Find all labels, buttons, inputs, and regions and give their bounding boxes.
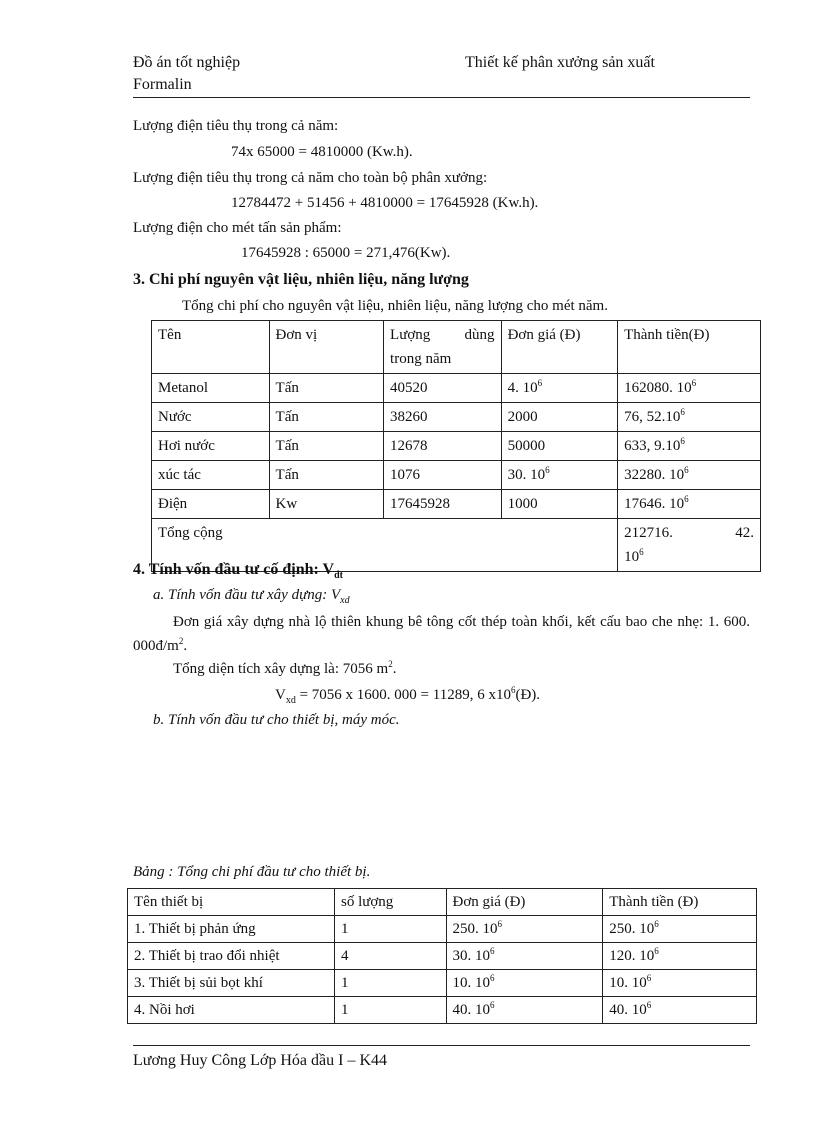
total-value-part-b: 42.: [735, 525, 754, 541]
header-title-line1: Đồ án tốt nghiệp: [133, 54, 241, 71]
cell-unit: Tấn: [269, 374, 384, 403]
a-paragraph-sup: 2: [178, 636, 184, 646]
price-base: 30. 10: [452, 948, 491, 964]
total-exponent: 6: [654, 919, 659, 929]
total-exponent: 6: [646, 973, 652, 983]
total-base: 17646. 10: [624, 496, 685, 512]
cell-name: Metanol: [152, 374, 270, 403]
total-value-part-c: 10: [624, 549, 640, 565]
total-base: 162080. 10: [624, 380, 692, 396]
cell-unit: Tấn: [269, 432, 384, 461]
cell-total: [603, 943, 757, 970]
total-base: 40. 10: [609, 1002, 647, 1018]
total-base: 10. 10: [609, 975, 647, 991]
total-exponent: 6: [680, 436, 685, 446]
table-row: [152, 374, 761, 403]
cell-price: [501, 490, 618, 519]
cell-price: [446, 943, 603, 970]
eq-main: = 7056 x 1600. 000 = 11289, 6 x10: [295, 687, 511, 703]
price-base: 1000: [507, 496, 538, 512]
table-header-cell: Đơn giá (Đ): [446, 889, 603, 916]
cell-name: Điện: [152, 490, 270, 519]
equation: 74x 65000 = 4810000 (Kw.h).: [231, 144, 413, 160]
paragraph: Lượng điện tiêu thụ trong cả năm cho toàn bộ phân xưởng:: [133, 170, 488, 186]
a-paragraph-text: Đơn giá xây dựng nhà lộ thiên khung bê tông cốt thép toàn khối, kết cấu bao che nhẹ: 1. 600. 000đ/m: [133, 614, 750, 654]
materials-cost-table: [151, 320, 761, 572]
table-header-row: [128, 889, 757, 916]
price-exponent: 6: [490, 946, 495, 956]
cell-name: 4. Nồi hơi: [128, 997, 335, 1024]
eq-v-sub: xd: [285, 695, 296, 706]
cell-price: [501, 374, 618, 403]
table-2-caption: Bảng : Tổng chi phí đầu tư cho thiết bị.: [133, 864, 371, 880]
cell-total: [618, 374, 761, 403]
equation: 17645928 : 65000 = 271,476(Kw).: [241, 245, 451, 261]
price-base: 30. 10: [507, 467, 546, 483]
table-row: [128, 997, 757, 1024]
eq-v: V: [275, 687, 286, 703]
price-base: 50000: [507, 438, 546, 454]
price-exponent: 6: [545, 465, 550, 475]
header-divider: [133, 97, 750, 98]
cell-qty: 12678: [384, 432, 502, 461]
price-exponent: 6: [537, 378, 543, 388]
cell-price: [446, 997, 603, 1024]
cell-total: [618, 403, 761, 432]
table-header-row: [152, 321, 761, 374]
price-base: 4. 10: [507, 380, 538, 396]
table-header-cell: Tên: [152, 321, 270, 374]
price-base: 40. 10: [452, 1002, 491, 1018]
total-label: Tổng cộng: [152, 519, 618, 572]
subsection-b-title: b. Tính vốn đầu tư cho thiết bị, máy móc.: [153, 712, 400, 728]
cell-price: [501, 432, 618, 461]
a-paragraph-end: .: [183, 638, 188, 654]
area-text: Tổng diện tích xây dựng là: 7056 m: [173, 661, 389, 677]
area-end: .: [392, 661, 397, 677]
subsection-a-area: [173, 661, 396, 678]
footer-divider: [133, 1045, 750, 1046]
cell-unit: Kw: [269, 490, 384, 519]
price-base: 2000: [507, 409, 538, 425]
subsection-a-paragraph: [133, 610, 750, 658]
table-row: [128, 943, 757, 970]
total-exponent: 6: [684, 494, 689, 504]
price-exponent: 6: [497, 919, 503, 929]
cell-qty: 1: [334, 997, 446, 1024]
table-header-cell: Thành tiền(Đ): [618, 321, 761, 374]
cell-name: Nước: [152, 403, 270, 432]
header-title-line2: Formalin: [133, 76, 192, 93]
subsection-a-title: [153, 587, 350, 604]
total-base: 32280. 10: [624, 467, 685, 483]
total-exponent: 6: [654, 946, 659, 956]
price-exponent: 6: [490, 973, 495, 983]
section-4-title-text: 4. Tính vốn đầu tư cố định: V: [133, 561, 335, 578]
footer-text: Lương Huy Công Lớp Hóa dầu I – K44: [133, 1052, 388, 1069]
cell-name: 2. Thiết bị trao đổi nhiệt: [128, 943, 335, 970]
cell-name: 1. Thiết bị phản ứng: [128, 916, 335, 943]
cell-total: [618, 461, 761, 490]
equation: 12784472 + 51456 + 4810000 = 17645928 (Kw.h).: [231, 195, 539, 211]
table-row: [152, 432, 761, 461]
total-exponent: 6: [680, 407, 685, 417]
cell-name: Hơi nước: [152, 432, 270, 461]
subsection-a-text: a. Tính vốn đầu tư xây dựng: V: [153, 587, 341, 603]
header-title-right: Thiết kế phân xưởng sản xuất: [465, 54, 655, 71]
cell-total: [603, 970, 757, 997]
total-base: 250. 10: [609, 921, 655, 937]
table-row: [152, 490, 761, 519]
cell-total: [618, 432, 761, 461]
total-value-exponent: 6: [639, 547, 644, 557]
eq-sup: 6: [510, 685, 516, 695]
table-header-cell: Đơn vị: [269, 321, 384, 374]
price-base: 10. 10: [452, 975, 491, 991]
equipment-cost-table: [127, 888, 757, 1024]
table-row: [152, 461, 761, 490]
total-base: 76, 52.10: [624, 409, 681, 425]
cell-price: [446, 970, 603, 997]
cell-total: [603, 997, 757, 1024]
table-header-cell: Lượng dùng trong năm: [384, 321, 502, 374]
table-row: [128, 970, 757, 997]
cell-name: xúc tác: [152, 461, 270, 490]
total-value: [618, 519, 761, 572]
cell-qty: 40520: [384, 374, 502, 403]
cell-price: [501, 461, 618, 490]
cell-name: 3. Thiết bị sủi bọt khí: [128, 970, 335, 997]
cell-qty: 17645928: [384, 490, 502, 519]
cell-price: [501, 403, 618, 432]
eq-end: (Đ).: [515, 687, 541, 703]
table-header-cell: Tên thiết bị: [128, 889, 335, 916]
area-sup: 2: [388, 659, 393, 669]
section-4-title: [133, 561, 343, 582]
header-left-subtitle: [133, 76, 192, 94]
total-exponent: 6: [684, 465, 689, 475]
total-exponent: 6: [646, 1000, 652, 1010]
total-base: 120. 10: [609, 948, 655, 964]
total-value-part-a: 212716.: [624, 525, 673, 541]
cell-unit: Tấn: [269, 461, 384, 490]
section-3-title: 3. Chi phí nguyên vật liệu, nhiên liệu, năng lượng: [133, 271, 469, 288]
cell-total: [618, 490, 761, 519]
table-header-cell: Đơn giá (Đ): [501, 321, 618, 374]
table-row: [128, 916, 757, 943]
table-row: [152, 403, 761, 432]
section-4-title-sub: dt: [334, 570, 343, 582]
table-header-cell: số lượng: [334, 889, 446, 916]
cell-total: [603, 916, 757, 943]
cell-qty: 1076: [384, 461, 502, 490]
header-left-title: [133, 54, 240, 72]
cell-qty: 38260: [384, 403, 502, 432]
paragraph: Lượng điện cho mét tấn sản phẩm:: [133, 220, 342, 236]
cell-price: [446, 916, 603, 943]
table-header-cell: Thành tiền (Đ): [603, 889, 757, 916]
cell-qty: 1: [334, 916, 446, 943]
cell-qty: 4: [334, 943, 446, 970]
price-base: 250. 10: [452, 921, 498, 937]
section-3-intro: Tổng chi phí cho nguyên vật liệu, nhiên liệu, năng lượng cho mét năm.: [182, 298, 608, 314]
cell-qty: 1: [334, 970, 446, 997]
subsection-a-sub: xd: [340, 595, 350, 606]
total-base: 633, 9.10: [624, 438, 681, 454]
cell-unit: Tấn: [269, 403, 384, 432]
total-exponent: 6: [691, 378, 697, 388]
price-exponent: 6: [490, 1000, 495, 1010]
header-right-title: [465, 54, 655, 72]
paragraph: Lượng điện tiêu thụ trong cả năm:: [133, 118, 339, 134]
subsection-a-equation: [275, 687, 540, 704]
